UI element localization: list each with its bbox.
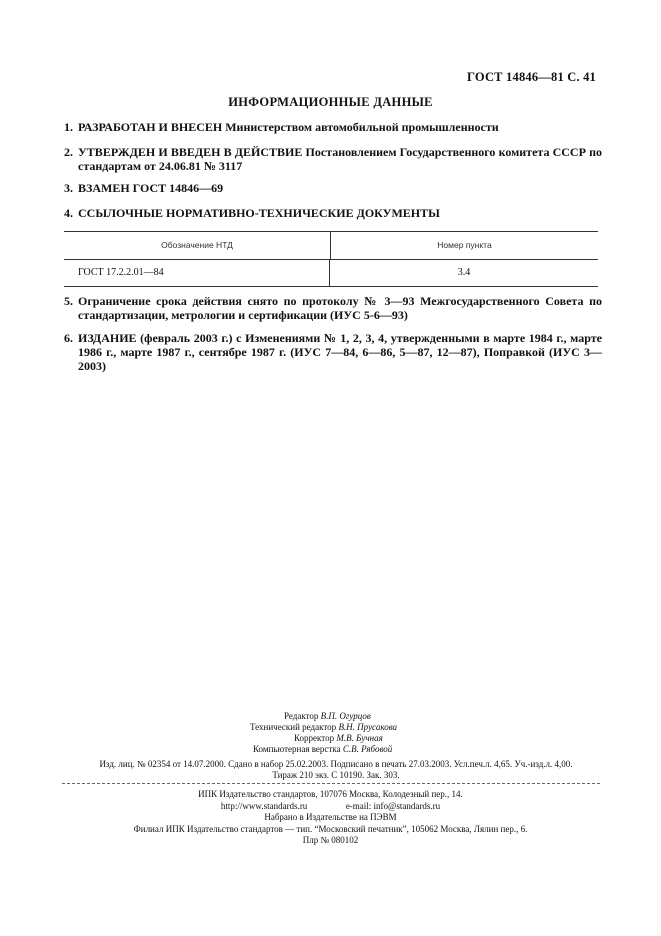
credit-editor [284,711,371,722]
publisher-email: e-mail: info@standards.ru [345,800,441,811]
list-item [64,181,602,195]
imprint-line: Изд. лиц. № 02354 от 14.07.2000. Сдано в набор 25.02.2003. Подписано в печать 27.03.2003. Усл.печ.л. 4,65. Уч.-изд.л. 4,00. [99,759,573,769]
item-text: Ограничение срока действия снято по протоколу № 3—93 Межгосударственного Совета по стандартизации, метрологии и сертификации (ИУС 5-6—93) [78,294,602,322]
item-number: 6. [64,331,73,345]
column-header-ntd: Обозначение НТД [64,232,331,259]
table-header-row [64,232,598,260]
table-row [64,260,598,286]
table-cell-clause: 3.4 [457,267,471,278]
credit-name: В.Н. Прусакова [338,722,398,732]
publisher-branch: Филиал ИПК Издательство стандартов — тип. “Московский печатник”, 105062 Москва, Лялин пер., 6. [133,823,528,834]
list-item [64,145,602,173]
item-number: 1. [64,120,73,134]
publisher-contacts [0,801,661,813]
publisher-block [0,789,661,847]
ntd-table [64,231,598,287]
list-item [64,331,602,373]
credit-label: Технический редактор [250,722,337,732]
list-item [64,294,602,322]
publisher-address: ИПК Издательство стандартов, 107076 Москва, Колодезный пер., 14. [198,789,463,799]
page-header-code: ГОСТ 14846—81 С. 41 [467,70,596,84]
item-number: 4. [64,206,73,220]
item-number: 3. [64,181,73,195]
publisher-website: http://www.standards.ru [220,800,308,811]
list-item [64,206,602,220]
column-header-clause: Номер пункта [437,240,492,250]
table-cell-ntd: ГОСТ 17.2.2.01—84 [64,260,330,286]
publisher-license: Плр № 080102 [302,835,359,845]
imprint-block [66,759,606,781]
credit-corrector [294,733,383,744]
item-text: РАЗРАБОТАН И ВНЕСЕН Министерством автомобильной промышленности [78,120,499,134]
item-text: ИЗДАНИЕ (февраль 2003 г.) с Изменениями № 1, 2, 3, 4, утвержденными в марте 1984 г., марте 1986 г., марте 1987 г., сентябре 1987 г. (ИУС 7—84, 6—86, 5—87, 12—87), Поправкой (ИУС 3—2003) [78,331,602,373]
divider [62,783,600,784]
credit-name: С.В. Рябовой [342,744,393,754]
list-item [64,120,602,134]
item-number: 2. [64,145,73,159]
credit-name: В.П. Огурцов [320,711,371,721]
credit-layout [253,744,392,755]
credit-name: М.В. Бучная [336,733,383,743]
item-text: ВЗАМЕН ГОСТ 14846—69 [78,181,224,195]
imprint-line: Тираж 210 экз. С 10190. Зак. 303. [272,770,400,780]
publisher-typeset: Набрано в Издательстве на ПЭВМ [264,812,397,822]
item-text: УТВЕРЖДЕН И ВВЕДЕН В ДЕЙСТВИЕ Постановлением Государственного комитета СССР по стандартам от 24.06.81 № 3117 [78,145,602,173]
credit-label: Компьютерная верстка [253,744,341,754]
item-text: ССЫЛОЧНЫЕ НОРМАТИВНО-ТЕХНИЧЕСКИЕ ДОКУМЕНТЫ [78,206,440,220]
page-title: ИНФОРМАЦИОННЫЕ ДАННЫЕ [228,95,433,109]
item-number: 5. [64,294,73,308]
credit-label: Редактор [284,711,319,721]
credit-label: Корректор [294,733,335,743]
credit-tech-editor [250,722,397,733]
